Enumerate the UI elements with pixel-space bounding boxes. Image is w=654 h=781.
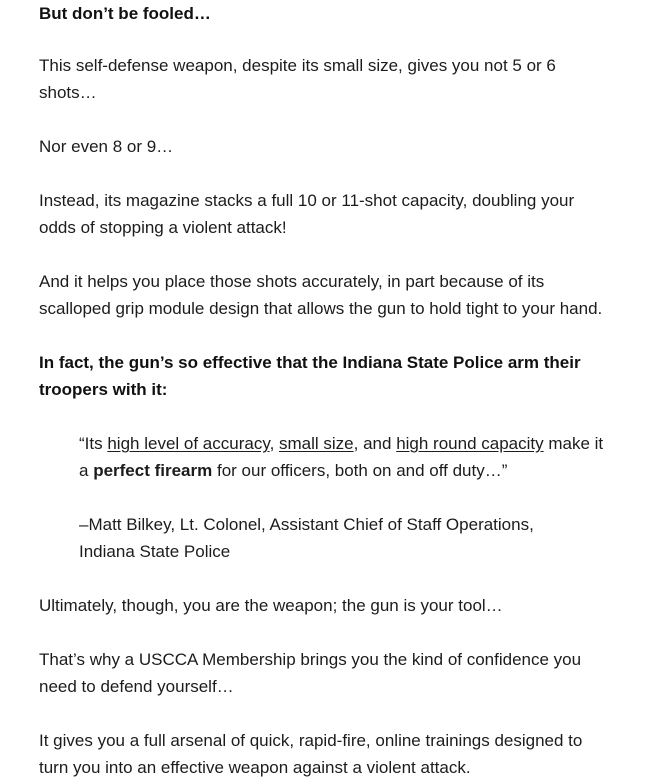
testimonial-quote: [79, 430, 644, 484]
text-line: It gives you a full arsenal of quick, rapid-fire, online trainings designed to: [39, 731, 583, 750]
paragraph-but-dont-be-fooled: [39, 0, 644, 27]
paragraph-indiana-state-police: [39, 349, 644, 403]
text-line: Indiana State Police: [79, 542, 231, 561]
text-line: odds of stopping a violent attack!: [39, 218, 287, 237]
text-line: Instead, its magazine stacks a full 10 or 11-shot capacity, doubling your: [39, 191, 575, 210]
quote-text: make it: [543, 434, 604, 453]
quote-line-1: [79, 430, 644, 457]
paragraph-nor-even: [39, 133, 644, 160]
underlined-phrase-accuracy: high level of accuracy: [107, 434, 270, 453]
underlined-phrase-size: small size: [279, 434, 354, 453]
underlined-phrase-capacity: high round capacity: [396, 434, 544, 453]
text-line: need to defend yourself…: [39, 677, 234, 696]
text-line: And it helps you place those shots accurately, in part because of its: [39, 272, 545, 291]
quote-text: “Its: [79, 434, 108, 453]
paragraph-online-trainings: [39, 727, 644, 781]
quote-text: ,: [269, 434, 280, 453]
quote-text: for our officers, both on and off duty…”: [212, 461, 508, 480]
text-line: turn you into an effective weapon against a violent attack.: [39, 758, 471, 777]
text-line: scalloped grip module design that allows the gun to hold tight to your hand.: [39, 299, 603, 318]
quote-text: a: [79, 461, 94, 480]
text-line: troopers with it:: [39, 380, 168, 399]
paragraph-magazine: [39, 187, 644, 241]
bold-phrase-perfect-firearm: perfect firearm: [93, 461, 213, 480]
paragraph-uscca-membership: [39, 646, 644, 700]
text-line: Ultimately, though, you are the weapon; the gun is your tool…: [39, 596, 503, 615]
text-line: –Matt Bilkey, Lt. Colonel, Assistant Chief of Staff Operations,: [79, 515, 534, 534]
quote-text: , and: [353, 434, 397, 453]
text-line: shots…: [39, 83, 97, 102]
paragraph-you-are-the-weapon: [39, 592, 644, 619]
text-line: This self-defense weapon, despite its small size, gives you not 5 or 6: [39, 56, 556, 75]
paragraph-shots: [39, 52, 644, 106]
text-line: That’s why a USCCA Membership brings you the kind of confidence you: [39, 650, 582, 669]
paragraph-accuracy: [39, 268, 644, 322]
quote-line-2: [79, 457, 644, 484]
text-line: Nor even 8 or 9…: [39, 137, 174, 156]
text-line: But don’t be fooled…: [39, 4, 211, 23]
text-line: In fact, the gun’s so effective that the Indiana State Police arm their: [39, 353, 581, 372]
quote-attribution: [79, 511, 644, 565]
